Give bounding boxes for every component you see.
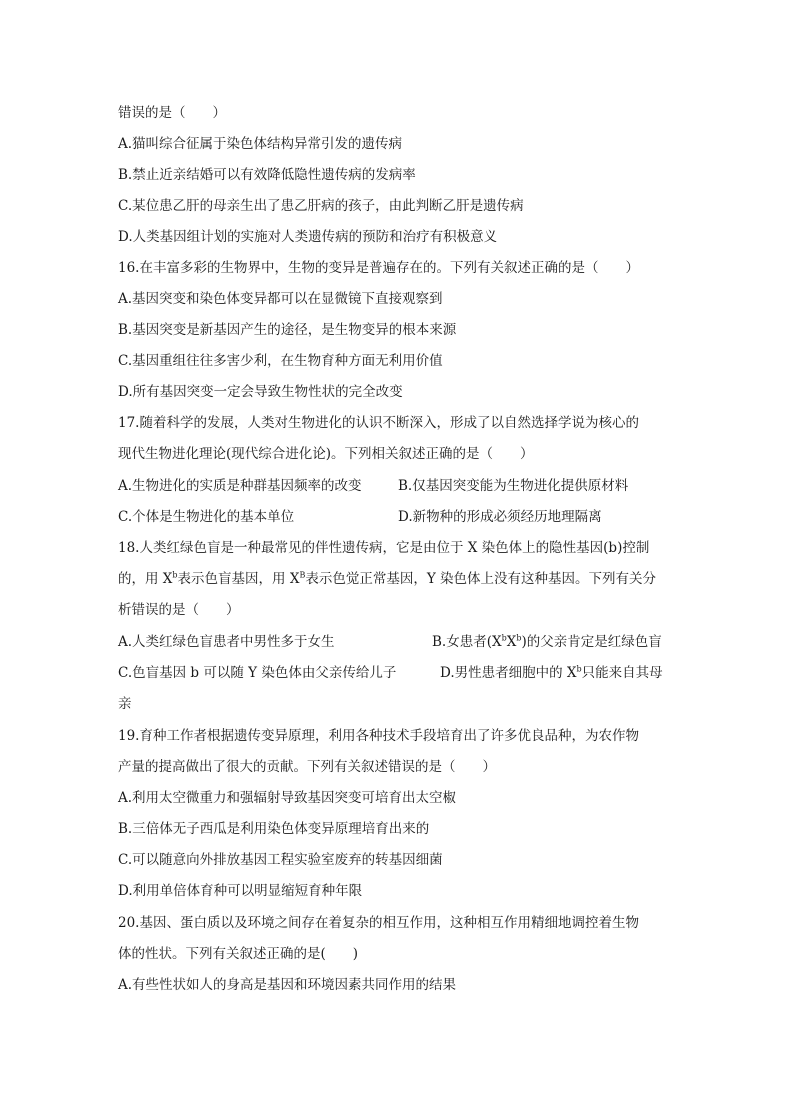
q18-option-b [432,633,662,651]
q16-stem: 16.在丰富多彩的生物界中，生物的变异是普遍存在的。下列有关叙述正确的是（ ） [118,260,639,276]
q17-option-a: A.生物进化的实质是种群基因频率的改变 [118,478,362,494]
q15-option-c: C.某位患乙肝的母亲生出了患乙肝病的孩子，由此判断乙肝是遗传病 [118,198,524,214]
q18-stem-line2-part2: 表示色盲基因，用 X [177,571,300,587]
q19-option-b: B.三倍体无子西瓜是利用染色体变异原理培育出来的 [118,821,430,837]
q18-stem-line2-part3: 表示色觉正常基因，Y 染色体上没有这种基因。下列有关分 [305,571,657,587]
q20-stem-line2: 体的性状。下列有关叙述正确的是( ) [118,946,359,962]
q18-option-d [440,664,663,682]
q18-option-b-sup1: b [501,633,507,643]
q18-option-b-part3: )的父亲肯定是红绿色盲 [521,634,662,650]
q18-option-d-part1: D.男性患者细胞中的 X [440,665,577,681]
q15-option-d: D.人类基因组计划的实施对人类遗传病的预防和治疗有积极意义 [118,229,498,245]
q18-option-b-sup2: b [516,633,522,643]
q20-stem-line1: 20.基因、蛋白质以及环境之间存在着复杂的相互作用，这种相互作用精细地调控着生物 [118,915,639,931]
q18-option-a: A.人类红绿色盲患者中男性多于女生 [118,634,335,650]
q19-stem-line2: 产量的提高做出了很大的贡献。下列有关叙述错误的是（ ） [118,759,496,775]
q18-stem-line2 [118,570,678,588]
q18-stem-line2-sup1: b [172,570,178,580]
q17-stem-line1: 17.随着科学的发展，人类对生物进化的认识不断深入，形成了以自然选择学说为核心的 [118,415,639,431]
q19-option-a: A.利用太空微重力和强辐射导致基因突变可培育出太空椒 [118,790,457,806]
q18-option-d-part2: 只能来自其母 [581,665,663,681]
q18-stem-line2-part1: 的，用 X [118,571,173,587]
q19-option-d: D.利用单倍体育种可以明显缩短育种年限 [118,883,363,899]
q20-option-a: A.有些性状如人的身高是基因和环境因素共同作用的结果 [118,977,457,993]
q15-option-b: B.禁止近亲结婚可以有效降低隐性遗传病的发病率 [118,167,416,183]
q18-option-d-continuation: 亲 [118,696,132,712]
q17-option-d: D.新物种的形成必须经历地理隔离 [398,509,602,525]
q18-stem-line3: 析错误的是（ ） [118,602,240,618]
q16-option-a: A.基因突变和染色体变异都可以在显微镜下直接观察到 [118,291,443,307]
q16-option-b: B.基因突变是新基因产生的途径，是生物变异的根本来源 [118,322,457,338]
q18-stem-line2-sup2: B [299,570,306,580]
q17-option-b: B.仅基因突变能为生物进化提供原材料 [398,478,629,494]
q15-option-a: A.猫叫综合征属于染色体结构异常引发的遗传病 [118,136,403,152]
q16-option-c: C.基因重组往往多害少利，在生物育种方面无利用价值 [118,353,443,369]
q19-stem-line1: 19.育种工作者根据遗传变异原理，利用各种技术手段培育出了许多优良品种，为农作物 [118,728,639,744]
q18-option-b-part1: B.女患者(X [432,634,502,650]
q16-option-d: D.所有基因突变一定会导致生物性状的完全改变 [118,384,403,400]
q18-stem-line1: 18.人类红绿色盲是一种最常见的伴性遗传病，它是由位于 X 染色体上的隐性基因(b)控制 [118,540,650,556]
q17-option-c: C.个体是生物进化的基本单位 [118,509,295,525]
q18-option-c: C.色盲基因 b 可以随 Y 染色体由父亲传给儿子 [118,665,397,681]
q18-option-d-sup: b [576,664,582,674]
q17-stem-line2: 现代生物进化理论(现代综合进化论)。下列相关叙述正确的是（ ） [118,446,534,462]
q18-option-b-part2: X [506,634,517,650]
q19-option-c: C.可以随意向外排放基因工程实验室废弃的转基因细菌 [118,852,443,868]
q15-stem-continuation: 错误的是（ ） [118,105,226,121]
